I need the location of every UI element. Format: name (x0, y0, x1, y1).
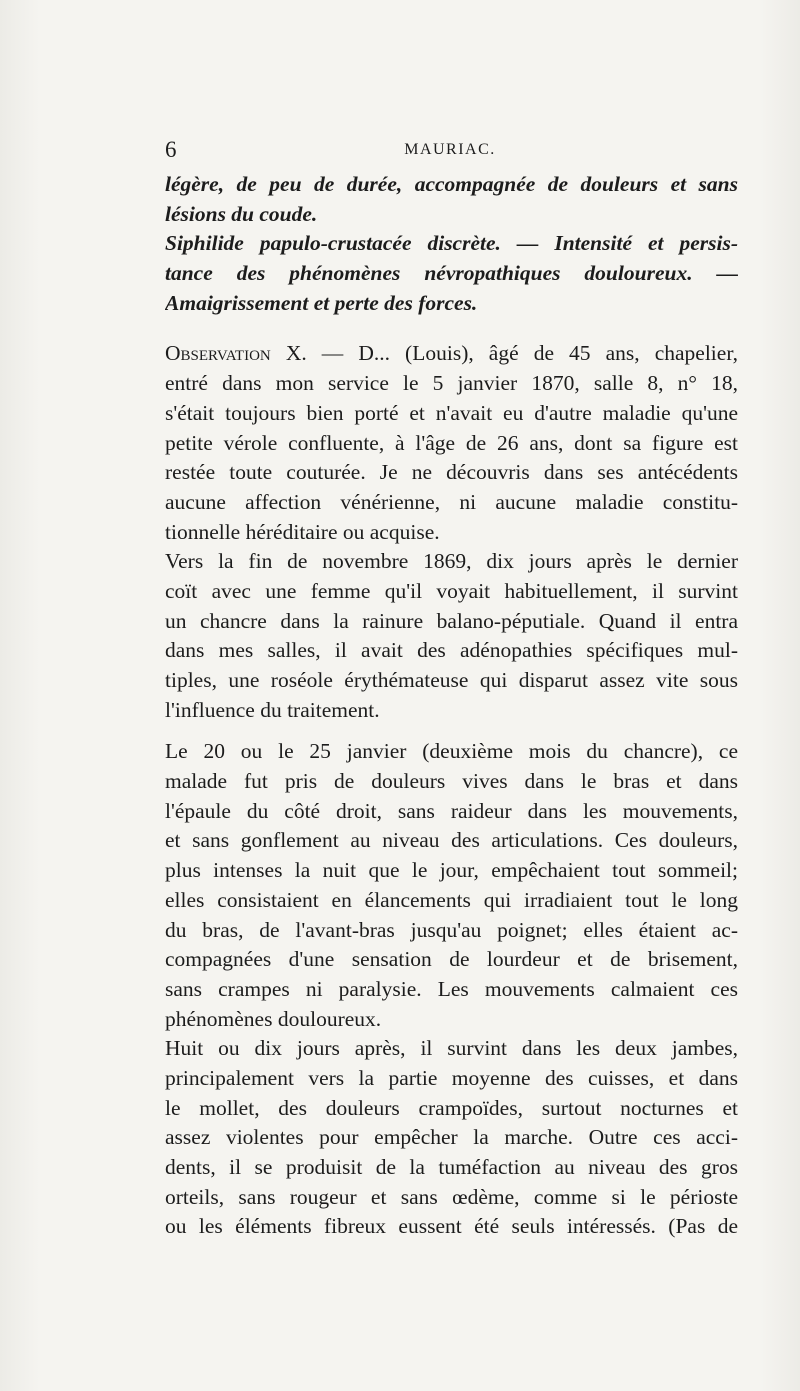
paragraph-line: entré dans mon service le 5 janvier 1870, salle 8, n° 18, (165, 371, 738, 396)
page-number: 6 (165, 137, 177, 162)
paragraph-line: aucune affection vénérienne, ni aucune maladie constitu- (165, 489, 738, 514)
heading-line: Siphilide papulo-crustacée discrète. — Intensité et persis- (165, 231, 738, 256)
observation-label: Observation (165, 341, 271, 366)
paragraph-line: compagnées d'une sensation de lourdeur et de brisement, (165, 947, 738, 972)
paragraph-line: ou les éléments fibreux eussent été seuls intéressés. (Pas de (165, 1214, 738, 1239)
paragraph-line: restée toute couturée. Je ne découvris dans ses antécédents (165, 460, 738, 485)
paragraph-line: s'était toujours bien porté et n'avait eu d'autre maladie qu'une (165, 400, 738, 425)
paragraph-line (165, 339, 738, 369)
paragraph-line: l'influence du traitement. (165, 697, 380, 722)
paragraph-4 (165, 1034, 738, 1242)
spacer (165, 725, 738, 737)
observation-heading (165, 170, 738, 318)
paragraph-3 (165, 737, 738, 1034)
running-title: MAURIAC. (404, 141, 496, 158)
paragraph-line: principalement vers la partie moyenne des cuisses, et dans (165, 1065, 738, 1090)
paragraph-line: le mollet, des douleurs crampoïdes, surtout nocturnes et (165, 1095, 738, 1120)
paragraph-line: coït avec une femme qu'il voyait habituellement, il survint (165, 578, 738, 603)
observation-intro: X. — D... (Louis), âgé de 45 ans, chapelier, (285, 341, 738, 366)
heading-line: lésions du coude. (165, 201, 318, 226)
paragraph-line: et sans gonflement au niveau des articulations. Ces douleurs, (165, 828, 738, 853)
paragraph-line: l'épaule du côté droit, sans raideur dans les mouvements, (165, 798, 738, 823)
paragraph-line: du bras, de l'avant-bras jusqu'au poignet; elles étaient ac- (165, 917, 738, 942)
paragraph-line: assez violentes pour empêcher la marche. Outre ces acci- (165, 1125, 738, 1150)
paragraph-line: petite vérole confluente, à l'âge de 26 ans, dont sa figure est (165, 430, 738, 455)
paragraph-line: elles consistaient en élancements qui irradiaient tout le long (165, 887, 738, 912)
paragraph-line: dents, il se produisit de la tuméfaction au niveau des gros (165, 1155, 738, 1179)
paragraph-1 (165, 339, 738, 547)
paragraph-line: Le 20 ou le 25 janvier (deuxième mois du chancre), ce (165, 739, 738, 764)
paragraph-line: Vers la fin de novembre 1869, dix jours après le dernier (165, 549, 738, 574)
paragraph-line: dans mes salles, il avait des adénopathies spécifiques mul- (165, 638, 738, 663)
paragraph-2 (165, 547, 738, 725)
paragraph-line: malade fut pris de douleurs vives dans le bras et dans (165, 769, 738, 794)
running-head (165, 137, 735, 167)
heading-line: tance des phénomènes névropathiques douloureux. — (165, 261, 738, 286)
paragraph-line: phénomènes douloureux. (165, 1006, 382, 1031)
page-body (165, 170, 738, 1242)
paragraph-line: un chancre dans la rainure balano-péputiale. Quand il entra (165, 608, 738, 633)
paragraph-line: orteils, sans rougeur et sans œdème, comme si le périoste (165, 1184, 738, 1209)
paragraph-line: plus intenses la nuit que le jour, empêchaient tout sommeil; (165, 858, 738, 883)
paragraph-line: Huit ou dix jours après, il survint dans les deux jambes, (165, 1036, 738, 1061)
paragraph-line: tionnelle héréditaire ou acquise. (165, 519, 440, 544)
heading-line: Amaigrissement et perte des forces. (165, 290, 478, 315)
paragraph-line: sans crampes ni paralysie. Les mouvements calmaient ces (165, 976, 738, 1001)
paragraph-line: tiples, une roséole érythémateuse qui disparut assez vite sous (165, 668, 738, 692)
spacer (165, 318, 738, 339)
heading-line: légère, de peu de durée, accompagnée de douleurs et sans (165, 172, 738, 196)
